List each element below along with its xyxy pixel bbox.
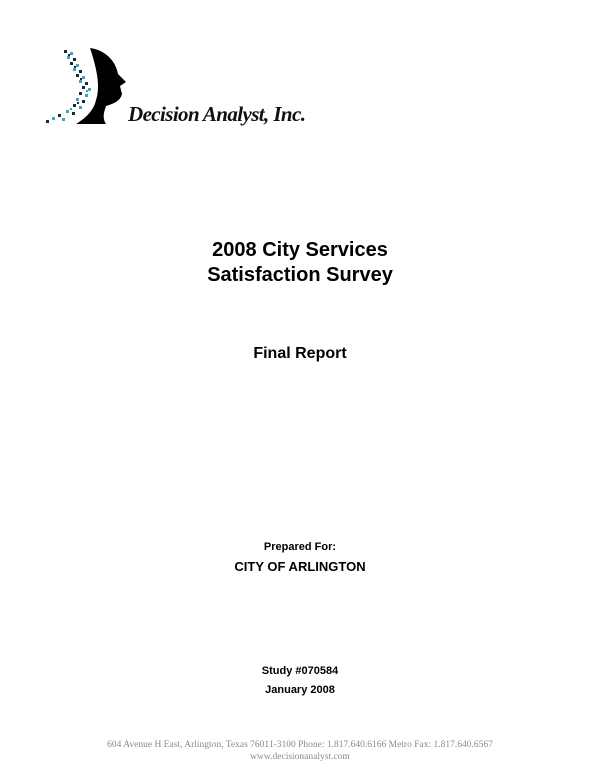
study-number: Study #070584 — [261, 665, 339, 677]
company-logo — [46, 46, 336, 130]
report-subtitle: Final Report — [253, 345, 347, 362]
footer — [0, 739, 600, 763]
prepared-for-label: Prepared For: — [263, 541, 337, 553]
company-name: Decision Analyst, Inc. — [128, 102, 306, 126]
title-line-1: 2008 City Services — [212, 239, 388, 261]
two-faces-profile-logo-icon — [46, 46, 136, 126]
footer-website: www.decisionanalyst.com — [250, 752, 350, 762]
footer-address: 604 Avenue H East, Arlington, Texas 76011-3100 Phone: 1.817.640.6166 Metro Fax: 1.817.640.6567 — [107, 740, 493, 750]
client-name: CITY OF ARLINGTON — [234, 559, 366, 574]
report-title — [0, 238, 600, 288]
title-line-2: Satisfaction Survey — [207, 264, 393, 286]
report-date: January 2008 — [265, 684, 335, 696]
